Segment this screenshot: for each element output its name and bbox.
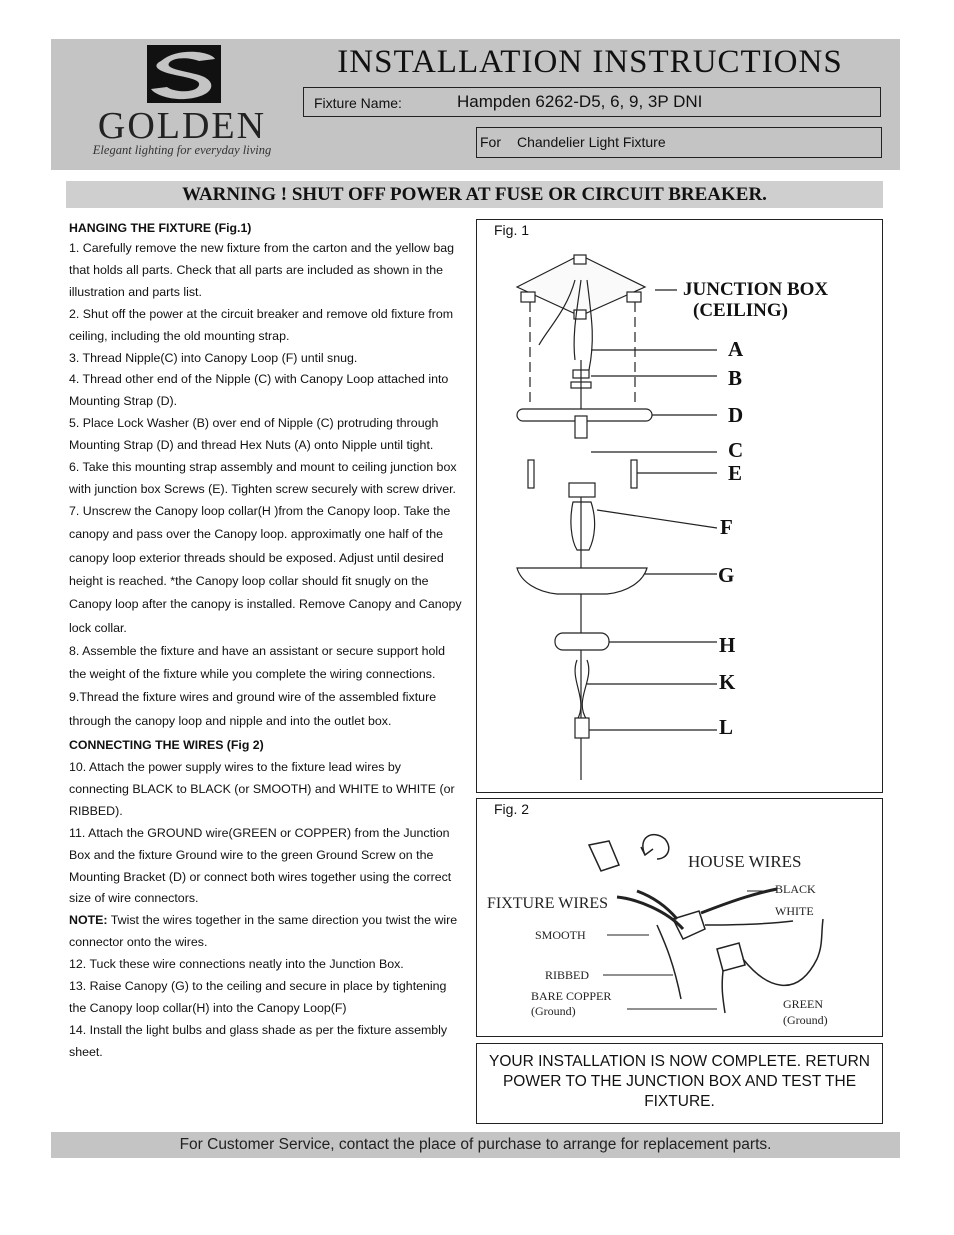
step-9: 9.Thread the fixture wires and ground wire of the assembled fixture through the canopy loop and nipple and into the outlet box. bbox=[69, 690, 437, 728]
step-7: 7. Unscrew the Canopy loop collar(H )from the Canopy loop. Take the canopy and pass over the Canopy loop. approximatly one half of the canopy loop exterior threads should be exposed. Adjust until desired height is reached. *the Canopy loop collar should fit snugly on the Canopy loop after the canopy is installed. Remove Canopy and Canopy lock collar. bbox=[69, 504, 462, 635]
fig1-label: Fig. 1 bbox=[494, 222, 530, 238]
note-text: Twist the wires together in the same direction you twist the wire connector onto the wires. bbox=[69, 913, 458, 950]
fixture-name-value: Hampden 6262-D5, 6, 9, 3P DNI bbox=[457, 92, 703, 111]
step-12: 12. Tuck these wire connections neatly into the Junction Box. bbox=[69, 957, 404, 972]
brand-name: GOLDEN bbox=[97, 105, 267, 147]
fig2-green: GREEN bbox=[783, 997, 823, 1011]
fig1-part-k: K bbox=[719, 670, 736, 694]
fig2-black: BLACK bbox=[775, 882, 816, 896]
note bbox=[69, 910, 464, 954]
fig2-house-wires: HOUSE WIRES bbox=[688, 852, 802, 871]
fig1-part-h: H bbox=[719, 633, 736, 657]
step-5: 5. Place Lock Washer (B) over end of Nipple (C) protruding through Mounting Strap (D) and thread Hex Nuts (A) onto Nipple until tight. bbox=[69, 416, 439, 453]
fig1-junction-line2: (CEILING) bbox=[693, 300, 789, 321]
step-1: 1. Carefully remove the new fixture from the carton and the yellow bag that holds all parts. Check that all parts are included as shown in the illustration and parts list. bbox=[69, 241, 454, 299]
brand-tagline: Elegant lighting for everyday living bbox=[92, 143, 272, 157]
fig1-part-g: G bbox=[718, 563, 735, 587]
fixture-name-box bbox=[303, 87, 881, 117]
fig1-diagram bbox=[477, 220, 882, 792]
fixture-name-label: Fixture Name: bbox=[314, 95, 402, 111]
fig2-green-sub: (Ground) bbox=[783, 1013, 828, 1027]
fig2-ribbed: RIBBED bbox=[545, 968, 590, 982]
fig2-smooth: SMOOTH bbox=[535, 928, 586, 942]
figure-2 bbox=[476, 798, 883, 1037]
complete-message: YOUR INSTALLATION IS NOW COMPLETE. RETURN POWER TO THE JUNCTION BOX AND TEST THE FIXTURE. bbox=[476, 1043, 883, 1124]
fig2-bare-copper: BARE COPPER bbox=[531, 989, 612, 1003]
step-14: 14. Install the light bulbs and glass shade as per the fixture assembly sheet. bbox=[69, 1022, 448, 1059]
instructions bbox=[69, 218, 464, 1064]
fig2-fixture-wires: FIXTURE WIRES bbox=[487, 895, 609, 912]
fig1-part-a: A bbox=[728, 337, 744, 361]
step-11: 11. Attach the GROUND wire(GREEN or COPPER) from the Junction Box and the fixture Ground wire to the green Ground Screw on the Mounting Bracket (D) or connect both wires together using the correct size of wire connectors. bbox=[69, 825, 452, 906]
fig2-diagram bbox=[477, 799, 882, 1036]
step-3: 3. Thread Nipple(C) into Canopy Loop (F) until snug. bbox=[69, 350, 358, 365]
step-8: 8. Assemble the fixture and have an assistant or secure support hold the weight of the fixture while you complete the wiring connections. bbox=[69, 643, 446, 682]
fig1-part-c: C bbox=[728, 438, 744, 462]
fig2-label: Fig. 2 bbox=[494, 801, 530, 817]
for-value: Chandelier Light Fixture bbox=[517, 134, 666, 150]
page-title: INSTALLATION INSTRUCTIONS bbox=[337, 44, 843, 80]
for-label: For bbox=[480, 134, 501, 150]
fig1-part-f: F bbox=[720, 515, 733, 539]
step-2: 2. Shut off the power at the circuit breaker and remove old fixture from ceiling, including the old mounting strap. bbox=[69, 306, 454, 343]
fig1-part-d: D bbox=[728, 403, 744, 427]
footer: For Customer Service, contact the place of purchase to arrange for replacement parts. bbox=[51, 1132, 900, 1158]
step-10: 10. Attach the power supply wires to the fixture lead wires by connecting BLACK to BLACK (or SMOOTH) and WHITE to WHITE (or RIBBED). bbox=[69, 760, 455, 818]
fig1-part-e: E bbox=[728, 461, 743, 485]
figure-1 bbox=[476, 219, 883, 793]
fig2-bare-copper-sub: (Ground) bbox=[531, 1004, 576, 1018]
fig1-part-l: L bbox=[719, 715, 734, 739]
step-13: 13. Raise Canopy (G) to the ceiling and secure in place by tightening the Canopy loop collar(H) into the Canopy Loop(F) bbox=[69, 979, 447, 1015]
for-box bbox=[476, 127, 882, 158]
hanging-heading: HANGING THE FIXTURE (Fig.1) bbox=[69, 221, 252, 235]
fig2-white: WHITE bbox=[775, 904, 814, 918]
wiring-heading: CONNECTING THE WIRES (Fig 2) bbox=[69, 738, 264, 753]
fig1-part-b: B bbox=[728, 366, 743, 390]
warning-banner: WARNING ! SHUT OFF POWER AT FUSE OR CIRCUIT BREAKER. bbox=[66, 181, 883, 208]
fig1-junction-line1: JUNCTION BOX bbox=[683, 279, 829, 300]
step-6: 6. Take this mounting strap assembly and mount to ceiling junction box with junction box Screws (E). Tighten screw securely with screw driver. bbox=[69, 460, 457, 496]
step-4: 4. Thread other end of the Nipple (C) with Canopy Loop attached into Mounting Strap (D). bbox=[69, 372, 449, 409]
note-label: NOTE: bbox=[69, 913, 108, 928]
